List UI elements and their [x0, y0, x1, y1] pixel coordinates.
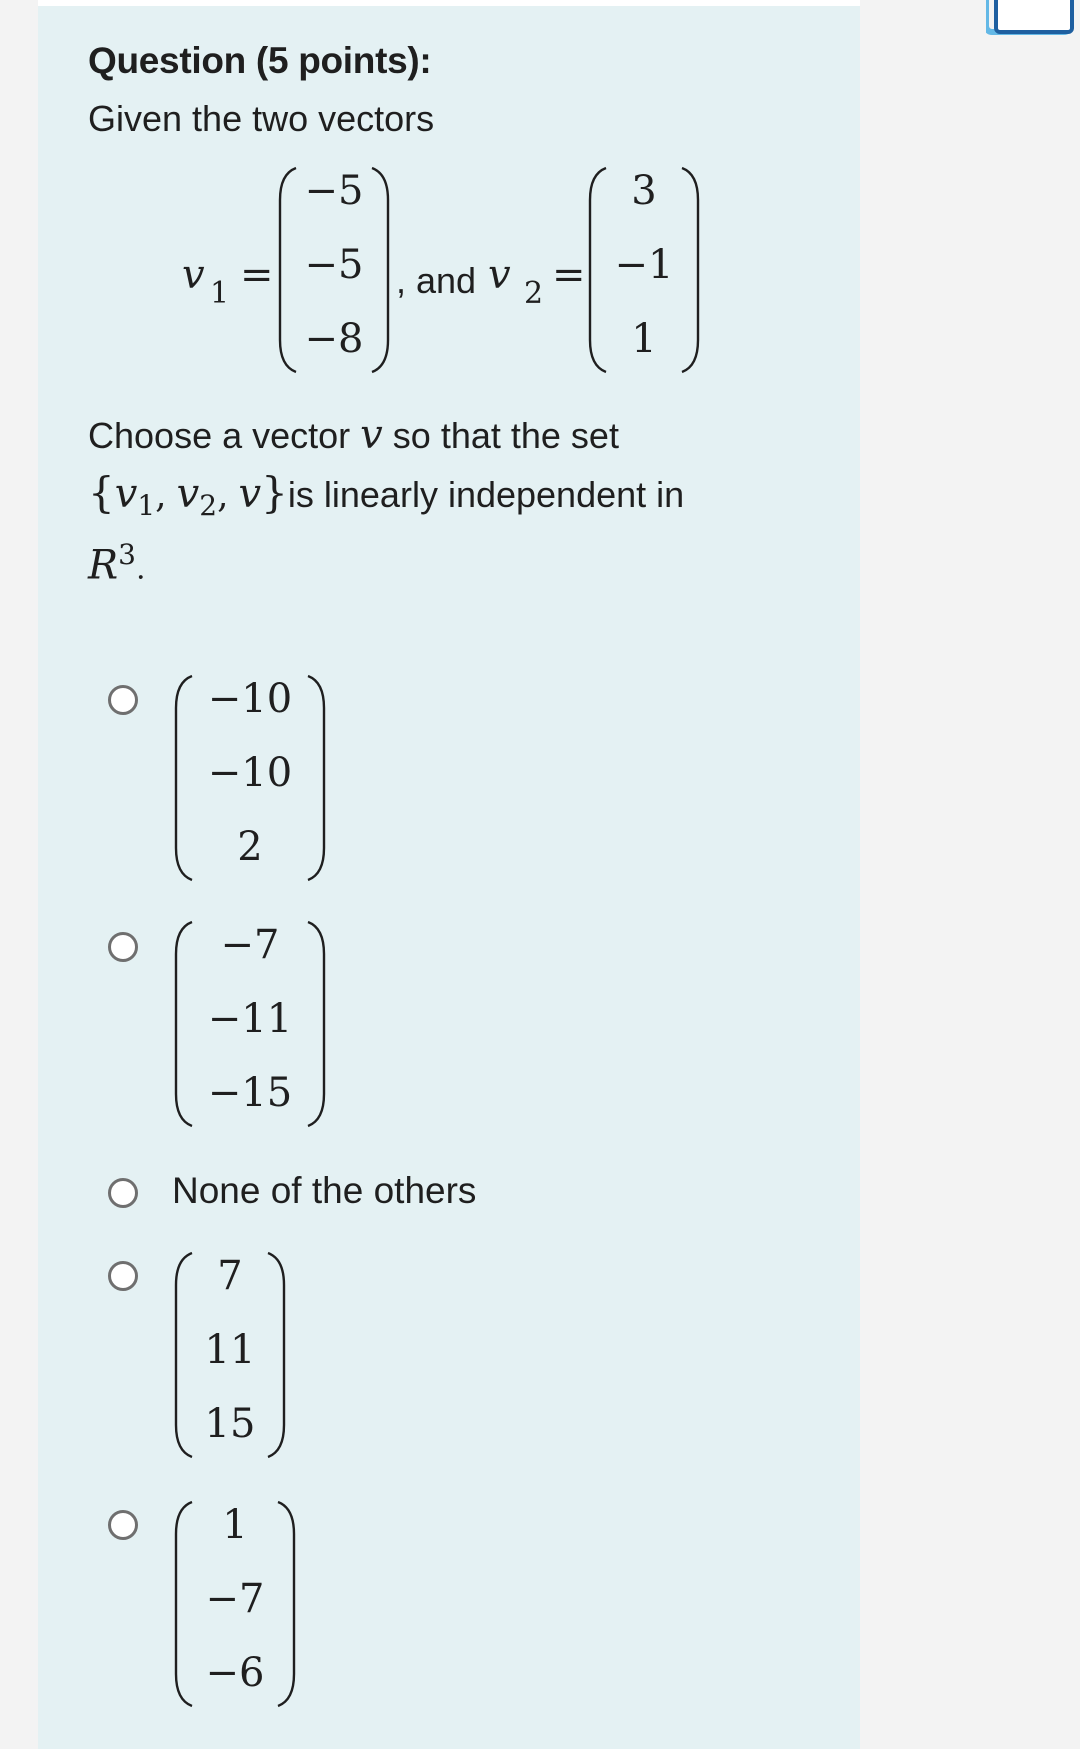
- v1-symbol: v: [182, 252, 205, 298]
- v2-vector: [588, 160, 700, 380]
- choose-tail: so that the set: [392, 415, 619, 456]
- set-comma-2: ,: [217, 475, 229, 516]
- option-2-radio[interactable]: [108, 932, 138, 962]
- choose-instruction: [88, 412, 619, 458]
- option-4-entry-1: 7: [217, 1253, 243, 1299]
- option-2-entry-3: −15: [207, 1070, 293, 1116]
- choose-var: v: [360, 412, 383, 458]
- v1-equals: =: [240, 252, 274, 298]
- v2-entry-1: 3: [631, 168, 657, 214]
- option-1-entry-2: −10: [207, 750, 293, 796]
- set-v2: v: [176, 471, 200, 517]
- v2-entry-2: −1: [614, 242, 674, 288]
- v2-entry-3: 1: [631, 316, 657, 362]
- window-corner-icon: [986, 0, 1076, 38]
- set-close-brace: }: [261, 468, 288, 517]
- set-open-brace: {: [88, 468, 115, 517]
- option-4-entry-2: 11: [204, 1327, 256, 1373]
- set-v: v: [238, 471, 262, 517]
- choose-text: Choose a vector: [88, 415, 351, 456]
- option-5-vector[interactable]: [174, 1494, 296, 1714]
- v1-subscript: 1: [210, 276, 230, 311]
- v1-entry-3: −8: [304, 316, 364, 362]
- v1-vector: [278, 160, 390, 380]
- r-symbol: R: [88, 542, 119, 589]
- option-5-entry-1: 1: [222, 1502, 248, 1548]
- set-tail: is linearly independent in: [287, 474, 685, 515]
- option-4-vector[interactable]: [174, 1245, 286, 1465]
- r-period: .: [135, 551, 146, 587]
- set-comma-1: ,: [155, 475, 167, 516]
- r-superscript: 3: [118, 538, 136, 571]
- option-2-entry-2: −11: [207, 996, 293, 1042]
- v1-entry-2: −5: [304, 242, 364, 288]
- and-text: , and: [396, 260, 477, 301]
- option-5-entry-2: −7: [205, 1576, 265, 1622]
- option-5-entry-3: −6: [205, 1650, 265, 1696]
- v1-entry-1: −5: [304, 168, 364, 214]
- question-intro: Given the two vectors: [88, 98, 435, 139]
- option-1-entry-3: 2: [237, 824, 263, 870]
- option-1-radio[interactable]: [108, 685, 138, 715]
- r3-space: [88, 538, 146, 588]
- option-2-entry-1: −7: [220, 922, 280, 968]
- option-3-label[interactable]: None of the others: [172, 1170, 477, 1211]
- set-statement: [88, 468, 684, 522]
- v2-subscript: 2: [524, 276, 544, 311]
- set-sub1: 1: [137, 489, 156, 523]
- v2-symbol: v: [488, 252, 511, 298]
- option-3-radio[interactable]: [108, 1178, 138, 1208]
- question-title: Question (5 points):: [88, 40, 432, 81]
- set-v1: v: [114, 471, 138, 517]
- set-sub2: 2: [199, 489, 218, 523]
- option-1-entry-1: −10: [207, 676, 293, 722]
- option-4-entry-3: 15: [204, 1401, 256, 1447]
- option-1-vector[interactable]: [174, 668, 326, 888]
- option-4-radio[interactable]: [108, 1261, 138, 1291]
- option-5-radio[interactable]: [108, 1510, 138, 1540]
- option-2-vector[interactable]: [174, 914, 326, 1134]
- v2-equals: =: [552, 252, 586, 298]
